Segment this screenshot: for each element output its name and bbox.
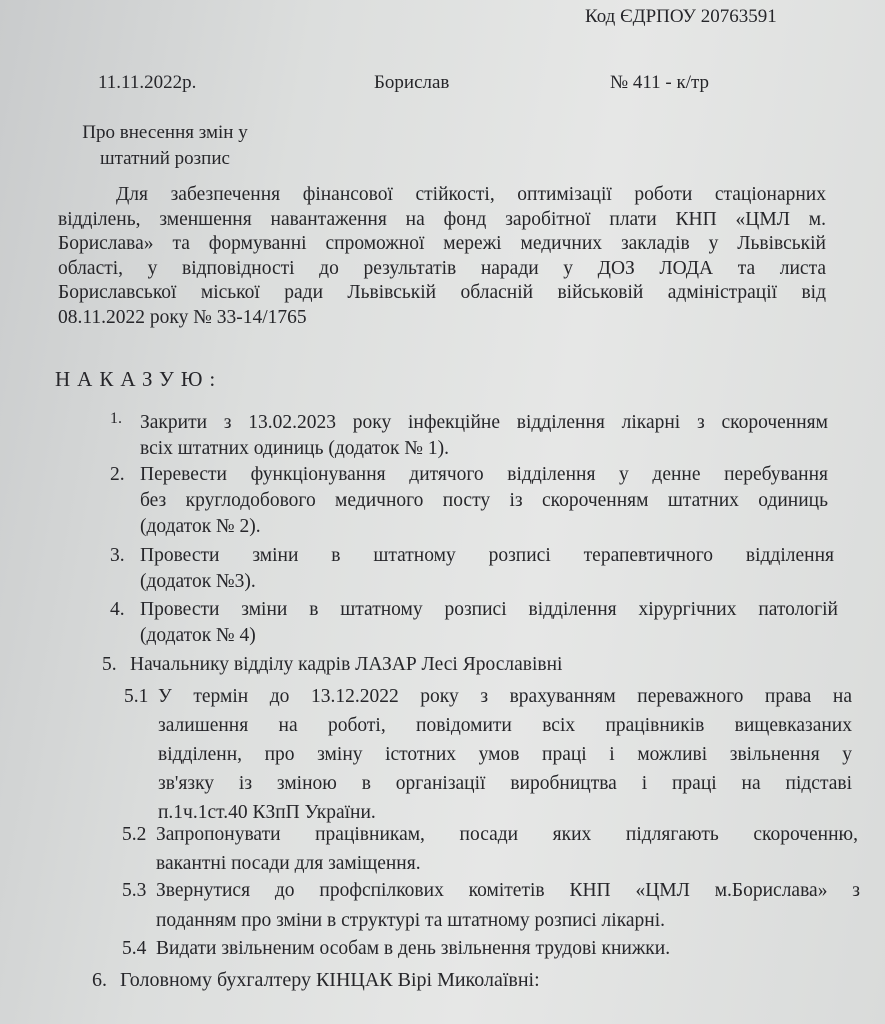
subitem-line: відділенн, про зміну істотних умов праці і можливі звільнення у: [158, 744, 852, 765]
intro-line: області, у відповідності до результатів наради у ДОЗ ЛОДА та листа: [58, 257, 826, 279]
subject-line-1: Про внесення змін у: [82, 122, 248, 143]
intro-line: Борислава» та формуванні спроможної мережі медичних закладів у Львівській: [58, 233, 826, 254]
list-item: [92, 966, 820, 994]
order-heading: НАКАЗУЮ:: [55, 367, 223, 391]
intro-line: відділень, зменшення навантаження на фонд заробітної плати КНП «ЦМЛ м.: [58, 208, 826, 230]
item-line: всіх штатних одиниць (додаток № 1).: [140, 438, 449, 459]
intro-paragraph: [58, 183, 826, 330]
item-line: Закрити з 13.02.2023 року інфекційне відділення лікарні з скороченням: [140, 412, 828, 433]
subitem-number: 5.4: [122, 938, 147, 959]
order-subject: [60, 120, 270, 172]
sub-item: [122, 935, 856, 963]
item-line: Провести зміни в штатному розписі відділення хірургічних патологій: [140, 599, 838, 620]
item-number: 6.: [92, 969, 107, 991]
item-number: 2.: [110, 464, 125, 485]
subitem-line: Запропонувати працівникам, посади яких підлягають скороченню,: [156, 824, 858, 845]
subitem-line: п.1ч.1ст.40 КЗпП України.: [158, 802, 376, 823]
subitem-line: Видати звільненим особам в день звільнення трудові книжки.: [156, 938, 671, 959]
edrpou-code: Код ЄДРПОУ 20763591: [585, 6, 777, 27]
subitem-line: вакантні посади для заміщення.: [156, 853, 421, 874]
item-number: 5.: [102, 654, 117, 675]
intro-line: Для забезпечення фінансової стійкості, оптимізації роботи стаціонарних: [116, 184, 826, 205]
item-line: Провести зміни в штатному розписі терапевтичного відділення: [140, 545, 834, 566]
list-item: [110, 410, 828, 462]
item-line: Головному бухгалтеру КІНЦАК Вірі Миколаївні:: [120, 969, 540, 991]
intro-line: Бориславської міської ради Львівській обласній військовій адміністрації від: [58, 282, 826, 303]
order-city: Борислав: [374, 72, 450, 93]
item-line: Начальнику відділу кадрів ЛАЗАР Лесі Ярославівні: [130, 654, 563, 675]
item-line: (додаток №3).: [140, 571, 256, 592]
subitem-line: залишення на роботі, повідомити всіх працівників вищевказаних: [158, 715, 852, 736]
list-item: [110, 597, 838, 649]
list-item: [110, 462, 828, 540]
subject-line-2: штатний розпис: [100, 148, 230, 169]
subitem-line: У термін до 13.12.2022 року з врахуванням переважного права на: [158, 686, 852, 707]
intro-line: 08.11.2022 року № 33-14/1765: [58, 306, 307, 328]
list-item: [102, 652, 830, 678]
subitem-line: поданням про зміни в структурі та штатному розписі лікарні.: [156, 910, 666, 931]
item-line: Перевести функціонування дитячого відділення у денне перебування: [140, 464, 828, 485]
subitem-number: 5.3: [122, 880, 147, 901]
item-line: (додаток № 2).: [140, 516, 261, 537]
item-number: 4.: [110, 599, 125, 620]
item-line: без круглодобового медичного посту із скороченням штатних одиниць: [140, 490, 828, 511]
sub-item: [122, 820, 858, 878]
subitem-number: 5.2: [122, 824, 147, 845]
list-item: [110, 543, 834, 595]
item-number: 3.: [110, 545, 125, 566]
subitem-line: Звернутися до профспілкових комітетів КНП «ЦМЛ м.Борислава» з: [156, 880, 860, 901]
order-number: № 411 - к/тр: [610, 72, 710, 93]
sub-item: [124, 682, 852, 827]
item-line: (додаток № 4): [140, 625, 256, 646]
subitem-number: 5.1: [124, 686, 149, 707]
order-date: 11.11.2022р.: [98, 72, 197, 93]
subitem-line: зв'язку із зміною в організації виробництва і праці на підставі: [158, 773, 852, 794]
item-number: 1.: [110, 410, 122, 427]
sub-item: [122, 876, 860, 936]
